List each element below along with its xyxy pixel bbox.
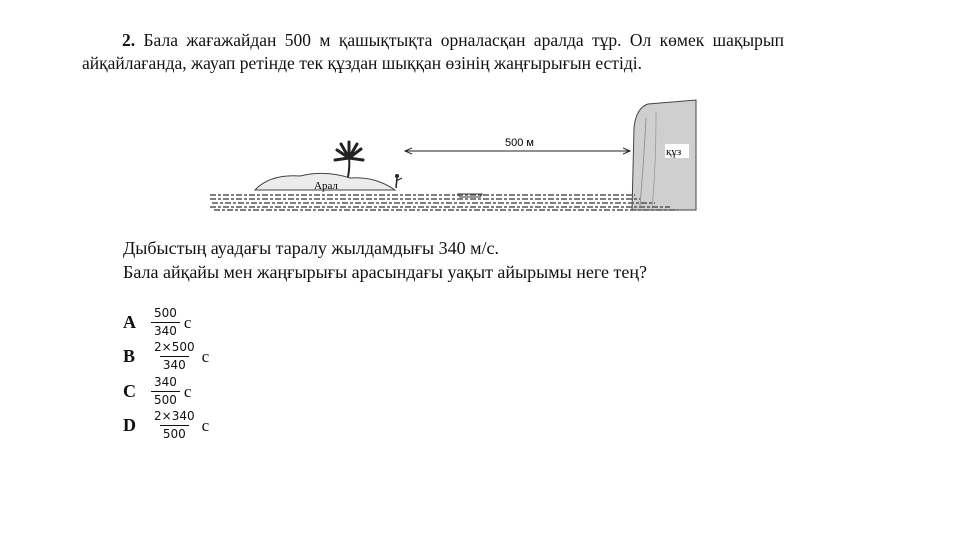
option-b[interactable] [123,340,209,373]
option-fraction [151,409,198,442]
distance-label: 500 м [505,137,534,149]
diagram-svg [200,98,700,214]
option-unit: с [201,346,210,366]
cliff-label: құз [666,146,682,158]
fraction-denominator: 340 [160,356,189,373]
option-fraction [151,375,180,408]
option-a[interactable] [123,306,191,339]
fraction-numerator: 2×340 [154,409,195,423]
option-unit: с [183,381,192,401]
problem-number: 2. [122,30,136,50]
option-fraction [151,306,180,339]
option-unit: с [201,415,210,435]
sea [210,195,678,210]
fraction-numerator: 500 [154,306,177,320]
fraction-numerator: 340 [154,375,177,389]
palm-tree-icon [335,142,363,177]
child-figure-icon [395,174,402,188]
option-d[interactable] [123,409,209,442]
option-c[interactable] [123,375,191,408]
question-line: Бала айқайы мен жаңғырығы арасындағы уақыт айырымы неге тең? [123,262,647,282]
option-letter: D [123,415,136,435]
problem-text: Бала жағажайдан 500 м қашықтықта орналасқан аралда тұр. Ол көмек шақырып айқайлағанда, жауап ретінде тек құздан шыққан өзінің жаңғырығын естіді. [82,30,785,73]
speed-line: Дыбыстың ауадағы таралу жылдамдығы 340 м/с. [123,238,500,258]
option-unit: с [183,312,192,332]
fraction-denominator: 500 [160,425,189,442]
option-letter: B [123,346,136,366]
fraction-numerator: 2×500 [154,340,195,354]
fraction-denominator: 500 [151,391,180,408]
problem-statement [82,29,784,75]
island-label: Арал [314,180,338,192]
option-letter: C [123,381,136,401]
fraction-denominator: 340 [151,322,180,339]
echo-diagram [200,98,700,219]
option-fraction [151,340,198,373]
option-letter: A [123,312,136,332]
given-section [123,236,647,284]
